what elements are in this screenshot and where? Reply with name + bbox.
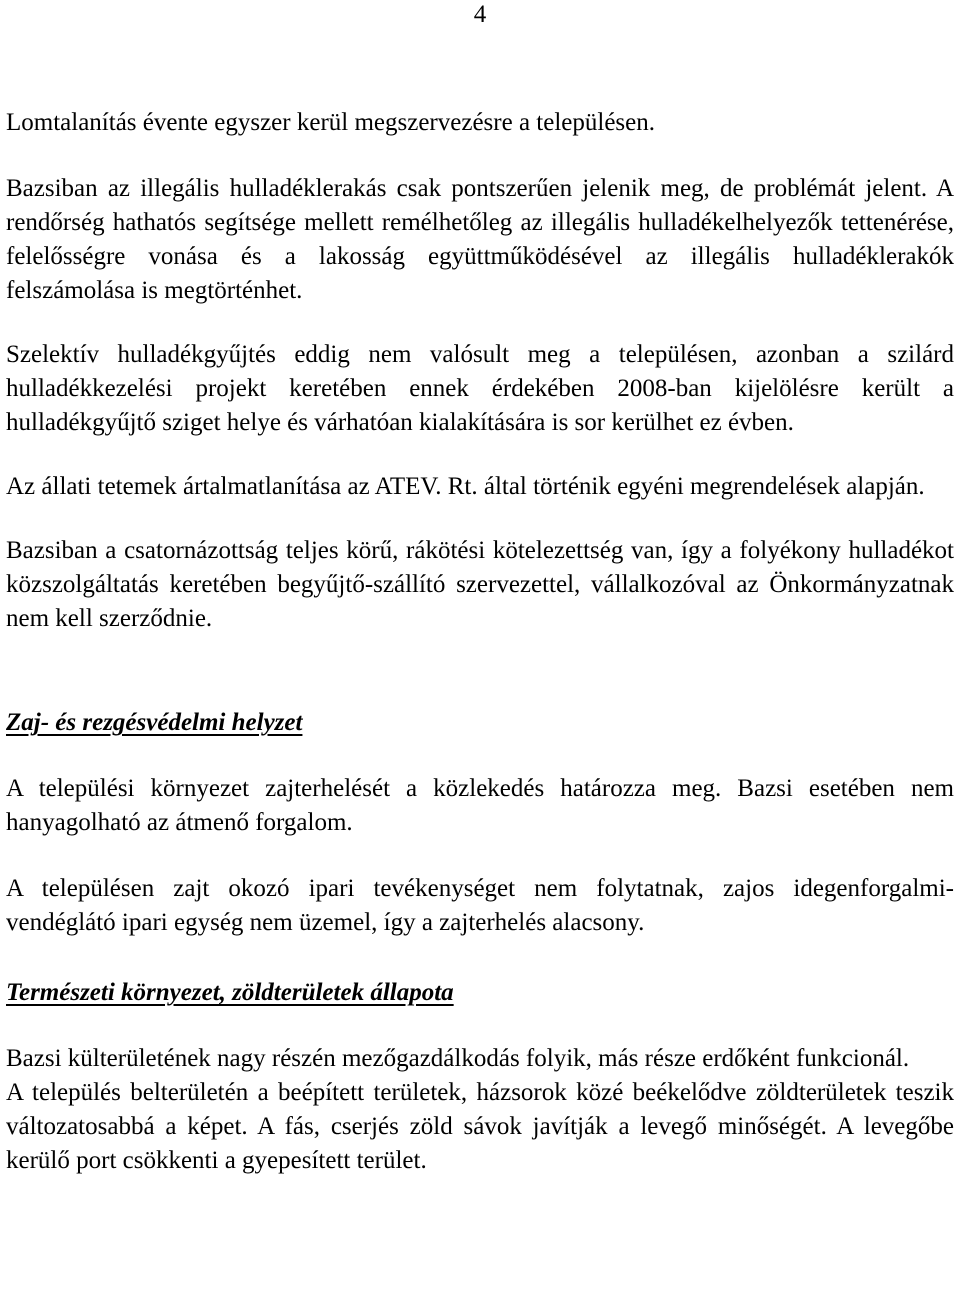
page-number: 4 (473, 1, 487, 28)
paragraph-industrial-noise: A településen zajt okozó ipari tevékenységet nem folytatnak, zajos idegenforgalmi- vendéglátó ipari egység nem üzemel, így a zajterhelés alacsony. (6, 875, 954, 936)
paragraph-outskirts: Bazsi külterületének nagy részén mezőgazdálkodás folyik, más része erdőként funkcionál. (6, 1045, 910, 1072)
heading-noise-vibration (6, 706, 954, 740)
heading-natural-environment (6, 976, 954, 1010)
heading-natural-environment-text: Természeti környezet, zöldterületek állapota (6, 979, 454, 1006)
document-body (6, 106, 954, 1178)
paragraph-sewerage: Bazsiban a csatornázottság teljes körű, rákötési kötelezettség van, így a folyékony hulladékot közszolgáltatás keretében begyűjtő-szállító szervezettel, vállalkozóval az Önkormányzatnak nem kell szerződnie. (6, 537, 954, 632)
paragraph-selective-collection: Szelektív hulladékgyűjtés eddig nem valósult meg a településen, azonban a szilárd hulladékkezelési projekt keretében ennek érdekében 2008-ban kijelölésre került a hulladékgyűjtő sziget helye és várhatóan kialakítására is sor kerülhet ez évben. (6, 341, 954, 436)
paragraph-bulky-waste: Lomtalanítás évente egyszer kerül megszervezésre a településen. (6, 109, 655, 136)
paragraph-illegal-dumping: Bazsiban az illegális hulladéklerakás csak pontszerűen jelenik meg, de problémát jelent. A rendőrség hathatós segítsége mellett remélhetőleg az illegális hulladékelhelyezők tettenérése, felelősségre vonása és a lakosság együttműködésével az illegális hulladéklerakók felszámolása is megtörténhet. (6, 175, 954, 304)
paragraph-green-areas: A település belterületén a beépített területek, házsorok közé beékelődve zöldterületek teszik változatosabbá a képet. A fás, cserjés zöld sávok javítják a levegő minőségét. A levegőbe kerülő port csökkenti a gyepesített terület. (6, 1079, 954, 1174)
heading-noise-vibration-text: Zaj- és rezgésvédelmi helyzet (6, 709, 303, 736)
paragraph-animal-carcasses: Az állati tetemek ártalmatlanítása az ATEV. Rt. által történik egyéni megrendelések alapján. (6, 473, 925, 500)
paragraph-traffic-noise: A települési környezet zajterhelését a közlekedés határozza meg. Bazsi esetében nem hanyagolható az átmenő forgalom. (6, 775, 954, 836)
